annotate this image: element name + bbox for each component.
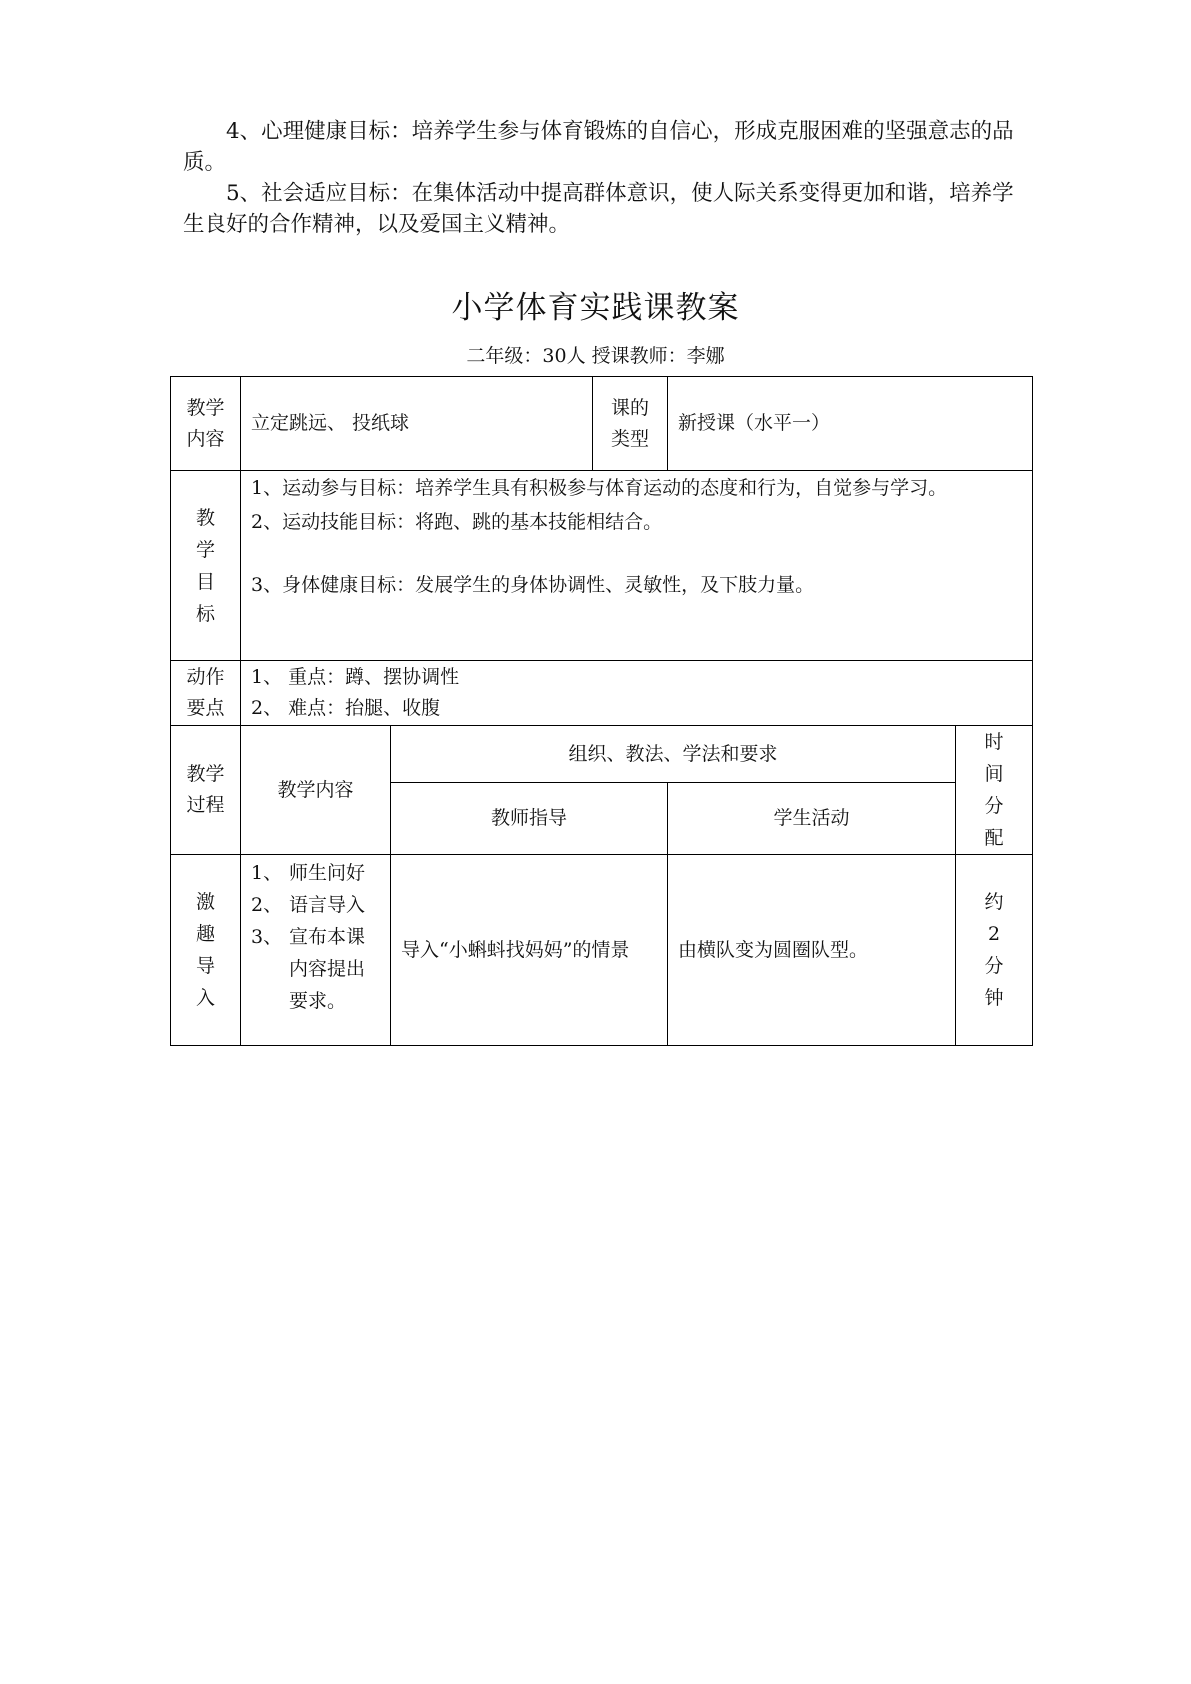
cell-label: 配 — [984, 827, 1004, 849]
cell-label: 目 — [195, 570, 215, 593]
type-label-cell — [593, 377, 668, 471]
list-item: 3、 宣布本课内容提出要求。 — [251, 926, 366, 1012]
content-header-cell: 教学内容 — [241, 726, 391, 855]
goals-cell — [241, 471, 1033, 661]
cell-label: 趣 — [195, 923, 215, 945]
table-row — [171, 661, 1033, 726]
list-item: 1、 师生问好 — [251, 862, 366, 884]
list-item: 2、 语言导入 — [251, 894, 366, 916]
time-char: 约 — [984, 891, 1004, 913]
cell-label: 要点 — [186, 697, 225, 719]
cell-label: 教学 — [186, 763, 225, 785]
intro-text — [183, 116, 1025, 240]
time-header-cell — [956, 726, 1033, 855]
cell-label: 内容 — [186, 427, 225, 450]
cell-label: 间 — [984, 763, 1004, 785]
goal-item: 1、运动参与目标：培养学生具有积极参与体育运动的态度和行为，自觉参与学习。 — [251, 477, 948, 499]
key-label-cell — [171, 661, 241, 726]
time-char: 钟 — [984, 987, 1004, 1009]
intro-paragraph: 4、心理健康目标：培养学生参与体育锻炼的自信心，形成克服困难的坚强意志的品质。 — [183, 119, 1014, 175]
time-char: 分 — [984, 955, 1004, 977]
cell-label: 类型 — [611, 427, 650, 450]
teacher-header-cell: 教师指导 — [391, 783, 668, 855]
cell-label: 标 — [195, 602, 215, 625]
cell-label: 教 — [195, 506, 215, 529]
content-value-cell: 立定跳远、 投纸球 — [241, 377, 593, 471]
document-subtitle: 二年级：30人 授课教师：李娜 — [466, 345, 725, 367]
teacher-guidance-cell: 导入“小蝌蚪找妈妈”的情景 — [391, 855, 668, 1046]
key-points-cell — [241, 661, 1033, 726]
key-point: 1、 重点：蹲、摆协调性 — [251, 666, 460, 688]
document-title: 小学体育实践课教案 — [451, 290, 740, 326]
cell-label: 学 — [195, 538, 215, 561]
table-row — [171, 377, 1033, 471]
table-row — [171, 726, 1033, 783]
cell-label: 过程 — [186, 794, 225, 816]
key-point: 2、 难点：抬腿、收腹 — [251, 697, 441, 719]
cell-label: 导 — [195, 955, 215, 977]
student-header-cell: 学生活动 — [668, 783, 956, 855]
content-label-cell — [171, 377, 241, 471]
type-value-cell: 新授课（水平一） — [668, 377, 1033, 471]
lesson-plan-table — [170, 376, 1033, 1046]
stage-list — [251, 857, 380, 1017]
goal-item: 3、身体健康目标：发展学生的身体协调性、灵敏性，及下肢力量。 — [251, 574, 815, 596]
cell-label: 教学 — [186, 396, 225, 419]
cell-label: 课的 — [611, 396, 650, 419]
table-row — [171, 471, 1033, 661]
stage-label-cell — [171, 855, 241, 1046]
process-label-cell — [171, 726, 241, 855]
cell-label: 激 — [195, 891, 215, 913]
goal-item: 2、运动技能目标：将跑、跳的基本技能相结合。 — [251, 511, 663, 533]
table-row — [171, 855, 1033, 1046]
method-header-cell: 组织、教法、学法和要求 — [391, 726, 956, 783]
stage-content-cell — [241, 855, 391, 1046]
cell-label: 时 — [984, 731, 1004, 753]
intro-paragraph: 5、社会适应目标：在集体活动中提高群体意识，使人际关系变得更加和谐，培养学生良好的合作精神，以及爱国主义精神。 — [183, 181, 1014, 237]
time-char: 2 — [987, 923, 1001, 945]
cell-label: 动作 — [186, 666, 225, 688]
student-activity-cell: 由横队变为圆圈队型。 — [668, 855, 956, 1046]
time-value-cell — [956, 855, 1033, 1046]
cell-label: 分 — [984, 795, 1004, 817]
cell-label: 入 — [195, 987, 215, 1009]
goals-label-cell — [171, 471, 241, 661]
